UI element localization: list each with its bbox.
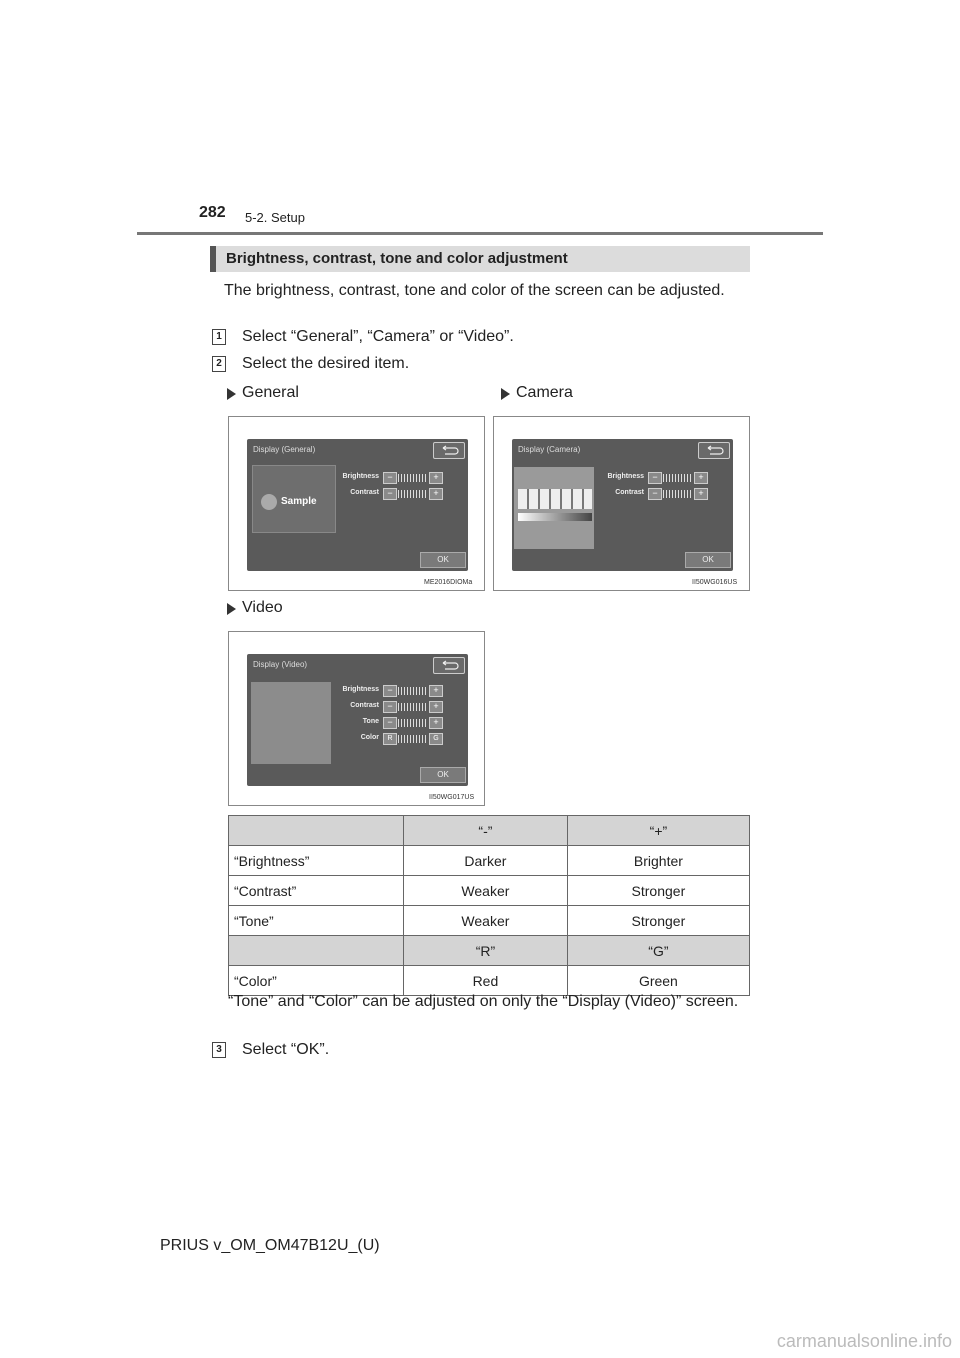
video-preview bbox=[251, 682, 331, 764]
video-row-color: Color bbox=[360, 734, 379, 741]
video-screen bbox=[247, 654, 468, 786]
table-row bbox=[229, 906, 750, 936]
table-cell: “Brightness” bbox=[229, 846, 404, 876]
camera-row-contrast: Contrast bbox=[615, 489, 644, 496]
table-cell bbox=[229, 936, 404, 966]
color-bars bbox=[518, 489, 592, 509]
back-button bbox=[698, 442, 730, 459]
level-bar bbox=[398, 490, 428, 498]
table-cell: “R” bbox=[404, 936, 568, 966]
page-number: 282 bbox=[199, 204, 226, 221]
level-bar bbox=[398, 719, 428, 727]
minus-icon: − bbox=[383, 685, 397, 697]
minus-icon: − bbox=[383, 717, 397, 729]
back-arrow-icon bbox=[434, 658, 464, 673]
table-cell: “-” bbox=[404, 816, 568, 846]
table-header-row bbox=[229, 936, 750, 966]
r-icon: R bbox=[383, 733, 397, 745]
footer-doc-code: PRIUS v_OM_OM47B12U_(U) bbox=[160, 1237, 380, 1254]
triangle-bullet-icon bbox=[227, 388, 236, 400]
table-cell bbox=[229, 816, 404, 846]
triangle-bullet-icon bbox=[501, 388, 510, 400]
camera-row-brightness: Brightness bbox=[607, 473, 644, 480]
table-cell: Stronger bbox=[567, 876, 749, 906]
camera-caption: II50WG016US bbox=[692, 579, 738, 586]
back-button bbox=[433, 657, 465, 674]
general-row-brightness: Brightness bbox=[342, 473, 379, 480]
general-row-contrast: Contrast bbox=[350, 489, 379, 496]
minus-icon: − bbox=[383, 488, 397, 500]
level-bar bbox=[398, 687, 428, 695]
section-heading: 5-2. Setup bbox=[245, 210, 305, 225]
general-label: General bbox=[242, 384, 299, 401]
level-bar bbox=[398, 735, 428, 743]
video-row-brightness: Brightness bbox=[342, 686, 379, 693]
back-button bbox=[433, 442, 465, 459]
table-row bbox=[229, 846, 750, 876]
table-cell: “G” bbox=[567, 936, 749, 966]
table-cell: Darker bbox=[404, 846, 568, 876]
table-row bbox=[229, 876, 750, 906]
camera-preview bbox=[514, 467, 594, 549]
ok-button: OK bbox=[420, 767, 466, 783]
minus-icon: − bbox=[648, 488, 662, 500]
ok-button: OK bbox=[685, 552, 731, 568]
table-cell: “Color” bbox=[229, 966, 404, 996]
watermark: carmanualsonline.info bbox=[776, 1331, 952, 1351]
step-number-2: 2 bbox=[212, 356, 226, 372]
general-screen bbox=[247, 439, 468, 571]
disc-icon bbox=[261, 494, 277, 510]
plus-icon: + bbox=[429, 685, 443, 697]
triangle-bullet-icon bbox=[227, 603, 236, 615]
table-cell: Brighter bbox=[567, 846, 749, 876]
ok-button: OK bbox=[420, 552, 466, 568]
back-arrow-icon bbox=[699, 443, 729, 458]
level-bar bbox=[398, 474, 428, 482]
general-screen-title: Display (General) bbox=[253, 445, 316, 454]
section-title-bar bbox=[210, 246, 750, 272]
step-number-1: 1 bbox=[212, 329, 226, 345]
video-screen-title: Display (Video) bbox=[253, 660, 308, 669]
video-row-tone: Tone bbox=[362, 718, 379, 725]
plus-icon: + bbox=[429, 701, 443, 713]
table-header-row bbox=[229, 816, 750, 846]
minus-icon: − bbox=[383, 472, 397, 484]
sample-text: Sample bbox=[281, 496, 317, 507]
minus-icon: − bbox=[648, 472, 662, 484]
header-rule bbox=[137, 232, 823, 235]
g-icon: G bbox=[429, 733, 443, 745]
back-arrow-icon bbox=[434, 443, 464, 458]
table-cell: “Contrast” bbox=[229, 876, 404, 906]
section-title: Brightness, contrast, tone and color adjustment bbox=[226, 250, 568, 267]
intro-paragraph: The brightness, contrast, tone and color of the screen can be adjusted. bbox=[224, 282, 725, 299]
level-bar bbox=[663, 474, 693, 482]
table-cell: Stronger bbox=[567, 906, 749, 936]
note-paragraph: “Tone” and “Color” can be adjusted on only the “Display (Video)” screen. bbox=[228, 993, 739, 1010]
plus-icon: + bbox=[429, 488, 443, 500]
video-screenshot bbox=[228, 631, 485, 806]
level-bar bbox=[398, 703, 428, 711]
general-screenshot bbox=[228, 416, 485, 591]
adjustment-table bbox=[228, 815, 750, 996]
minus-icon: − bbox=[383, 701, 397, 713]
table-cell: Weaker bbox=[404, 906, 568, 936]
table-cell: Red bbox=[404, 966, 568, 996]
step-number-3: 3 bbox=[212, 1042, 226, 1058]
step-text-1: Select “General”, “Camera” or “Video”. bbox=[242, 328, 514, 345]
camera-screen bbox=[512, 439, 733, 571]
plus-icon: + bbox=[429, 472, 443, 484]
video-row-contrast: Contrast bbox=[350, 702, 379, 709]
step-text-2: Select the desired item. bbox=[242, 355, 410, 372]
table-cell: Green bbox=[567, 966, 749, 996]
gradient-bar bbox=[518, 513, 592, 521]
camera-label: Camera bbox=[516, 384, 573, 401]
video-label: Video bbox=[242, 599, 283, 616]
camera-screenshot bbox=[493, 416, 750, 591]
step-text-3: Select “OK”. bbox=[242, 1041, 330, 1058]
table-cell: “Tone” bbox=[229, 906, 404, 936]
level-bar bbox=[663, 490, 693, 498]
table-cell: “+” bbox=[567, 816, 749, 846]
plus-icon: + bbox=[429, 717, 443, 729]
table-cell: Weaker bbox=[404, 876, 568, 906]
plus-icon: + bbox=[694, 488, 708, 500]
sample-preview bbox=[252, 465, 336, 533]
plus-icon: + bbox=[694, 472, 708, 484]
general-caption: ME2016DIOMa bbox=[424, 579, 473, 586]
video-caption: II50WG017US bbox=[429, 794, 475, 801]
camera-screen-title: Display (Camera) bbox=[518, 445, 581, 454]
